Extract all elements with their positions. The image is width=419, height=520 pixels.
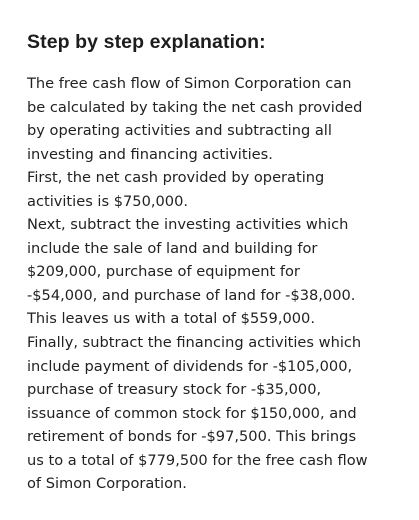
text-line: us to a total of $779,500 for the free cash flow xyxy=(27,451,368,469)
text-line: activities is $750,000. xyxy=(27,192,189,210)
text-line: investing and financing activities. xyxy=(27,145,273,163)
text-line: $209,000, purchase of equipment for xyxy=(27,263,300,281)
text-line: include payment of dividends for -$105,000, xyxy=(27,357,353,375)
text-line: be calculated by taking the net cash provided xyxy=(27,98,363,116)
text-line: retirement of bonds for -$97,500. This brings xyxy=(27,428,357,446)
text-line: Next, subtract the investing activities which xyxy=(27,216,349,234)
text-line: of Simon Corporation. xyxy=(27,475,187,493)
text-line: Finally, subtract the financing activities which xyxy=(27,334,362,352)
text-line: -$54,000, and purchase of land for -$38,000. xyxy=(27,286,356,304)
section-title: Step by step explanation: xyxy=(27,31,266,53)
text-line: This leaves us with a total of $559,000. xyxy=(27,310,315,328)
text-line: include the sale of land and building for xyxy=(27,239,318,257)
text-line: The free cash flow of Simon Corporation can xyxy=(27,75,352,92)
text-line: by operating activities and subtracting all xyxy=(27,122,332,140)
text-line: issuance of common stock for $150,000, and xyxy=(27,404,357,422)
explanation-text xyxy=(27,72,399,496)
text-line: purchase of treasury stock for -$35,000, xyxy=(27,381,322,399)
text-line: First, the net cash provided by operating xyxy=(27,169,325,187)
